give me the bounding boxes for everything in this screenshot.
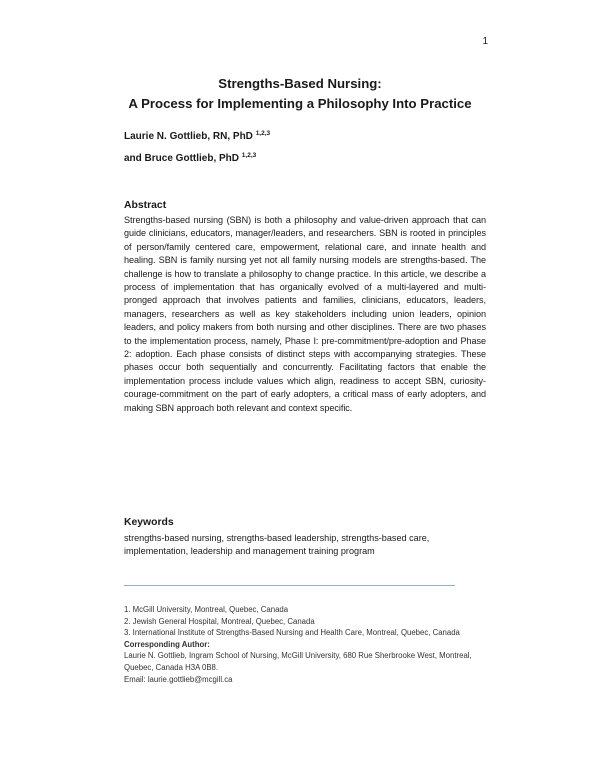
abstract-section — [124, 199, 486, 415]
paper-title — [60, 74, 540, 114]
author-2-affiliations: 1,2,3 — [241, 152, 257, 159]
author-list — [124, 124, 504, 168]
title-line-2: A Process for Implementing a Philosophy Into Practice — [128, 96, 472, 111]
abstract-heading: Abstract — [124, 200, 167, 211]
author-1-affiliations: 1,2,3 — [255, 130, 271, 137]
author-1 — [124, 124, 504, 146]
title-line-1: Strengths-Based Nursing: — [218, 76, 382, 91]
footnote-divider — [124, 585, 455, 586]
keywords-section — [124, 516, 486, 559]
corresponding-author-label: Corresponding Author: — [124, 639, 210, 649]
author-1-name: Laurie N. Gottlieb, RN, PhD — [124, 131, 253, 142]
author-2-name: and Bruce Gottlieb, PhD — [124, 153, 240, 164]
affiliation-3: 3. International Institute of Strengths-Based Nursing and Health Care, Montreal, Quebec, Canada — [124, 628, 460, 638]
page-number: 1 — [482, 36, 488, 47]
abstract-text: Strengths-based nursing (SBN) is both a philosophy and value-driven approach that can guide clinicians, educators, manager/leaders, and researchers. SBN is rooted in principles of person/family centered care, empowerment, relational care, and innate health and healing. SBN is family nursing yet not all family nursing models are strengths-based. The challenge is how to translate a philosophy to change practice. In this article, we describe a process of implementation that has organically evolved of a multi-layered and multi-pronged approach that involves patients and families, clinicians, educators, leaders, managers, researchers as well as key stakeholders including union leaders, opinion leaders, and policy makers from both nursing and other disciplines. There are two phases to the implementation process, namely, Phase I: pre-commitment/pre-adoption and Phase 2: adoption. Each phase consists of distinct steps with accompanying strategies. These phases occur both sequentially and concurrently. Facilitating factors that enable the implementation process include values which align, readiness to accept SBN, curiosity-courage-commitment on the part of early adopters, a critical mass of early adopters, and making SBN approach both relevant and context specific. — [124, 215, 486, 413]
affiliation-2: 2. Jewish General Hospital, Montreal, Quebec, Canada — [124, 616, 315, 626]
footnotes — [124, 604, 484, 685]
author-2 — [124, 146, 504, 168]
keywords-text: strengths-based nursing, strengths-based leadership, strengths-based care, implementation, leadership and management training program — [124, 533, 430, 557]
corresponding-author-email: Email: laurie.gottlieb@mcgill.ca — [124, 674, 233, 684]
keywords-heading: Keywords — [124, 517, 174, 528]
corresponding-author-address: Laurie N. Gottlieb, Ingram School of Nursing, McGill University, 680 Rue Sherbrooke West, Montreal, Quebec, Canada H3A 0B8. — [124, 651, 472, 672]
affiliation-1: 1. McGill University, Montreal, Quebec, Canada — [124, 605, 289, 614]
